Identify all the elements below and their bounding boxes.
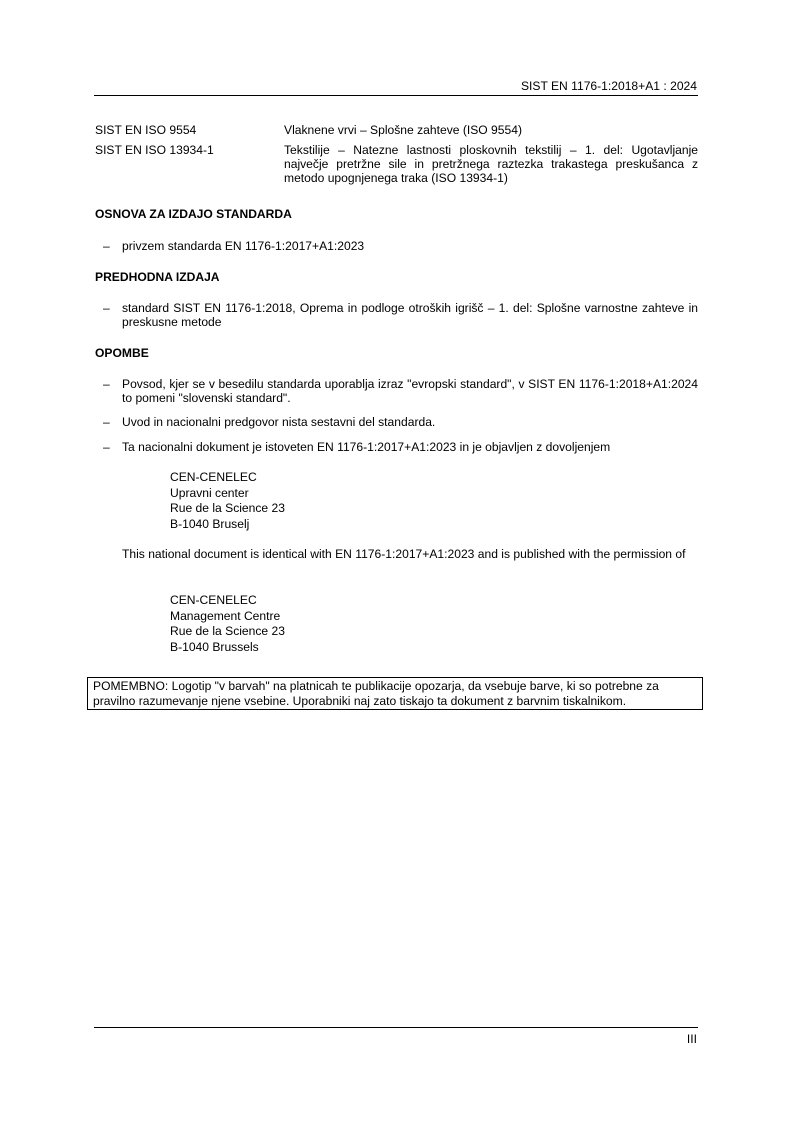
footer-rule (94, 1027, 698, 1028)
list-item (103, 239, 698, 253)
list-item (103, 301, 698, 329)
reference-code: SIST EN ISO 13934-1 (95, 143, 214, 157)
list-item (103, 440, 698, 454)
list-item-text: privzem standarda EN 1176-1:2017+A1:2023 (122, 239, 365, 253)
normative-references (95, 123, 698, 191)
english-permission-paragraph: This national document is identical with EN 1176-1:2017+A1:2023 and is published with the permission of (122, 547, 686, 561)
dash-bullet: – (103, 239, 110, 253)
basis-heading: OSNOVA ZA IZDAJO STANDARDA (95, 207, 292, 221)
dash-bullet: – (103, 301, 110, 315)
reference-row (95, 123, 698, 137)
list-item-text: Ta nacionalni dokument je istoveten EN 1176-1:2017+A1:2023 in je objavljen z dovoljenjem (122, 440, 611, 454)
reference-description: Tekstilije – Natezne lastnosti ploskovnih tekstilij – 1. del: Ugotavljanje največje pretržne sile in pretržnega raztezka trakastega preskušanca z metodo upognjenega traka (ISO 13934-1) (284, 143, 698, 185)
dash-bullet: – (103, 415, 110, 429)
list-item-text: standard SIST EN 1176-1:2018, Oprema in podloge otroških igrišč – 1. del: Splošne varnostne zahteve in preskusne metode (122, 301, 698, 329)
address-line: Rue de la Science 23 (170, 624, 285, 638)
address-line: B-1040 Brussels (170, 639, 259, 654)
dash-bullet: – (103, 377, 110, 391)
address-block-sl (170, 470, 285, 532)
address-line: Management Centre (170, 608, 281, 623)
list-item-text: Uvod in nacionalni predgovor nista sestavni del standarda. (122, 415, 436, 429)
standard-id: SIST EN 1176-1:2018+A1 : 2024 (520, 79, 697, 93)
header-rule (94, 95, 698, 96)
reference-description: Vlaknene vrvi – Splošne zahteve (ISO 9554) (284, 123, 522, 137)
address-line: CEN-CENELEC (170, 593, 257, 607)
previous-edition-heading: PREDHODNA IZDAJA (95, 270, 220, 284)
list-item-text: Povsod, kjer se v besedilu standarda uporablja izraz "evropski standard", v SIST EN 1176-1:2018+A1:2024 to pomeni "slovenski standard". (122, 377, 698, 405)
list-item (103, 377, 698, 405)
reference-code: SIST EN ISO 9554 (95, 123, 197, 137)
address-line: CEN-CENELEC (170, 470, 257, 484)
important-notice-box: POMEMBNO: Logotip "v barvah" na platnicah te publikacije opozarja, da vsebuje barve, ki so potrebne za pravilno razumevanje njene vsebine. Uporabniki naj zato tiskajo ta dokument z barvnim tiskalnikom. (87, 677, 703, 710)
dash-bullet: – (103, 440, 110, 454)
address-line: Rue de la Science 23 (170, 501, 285, 515)
address-block-en (170, 593, 285, 655)
address-line: B-1040 Bruselj (170, 516, 250, 531)
list-item (103, 415, 698, 429)
reference-row (95, 143, 698, 185)
address-line: Upravni center (170, 485, 249, 500)
notes-heading: OPOMBE (95, 346, 149, 360)
page-number: III (686, 1032, 697, 1046)
